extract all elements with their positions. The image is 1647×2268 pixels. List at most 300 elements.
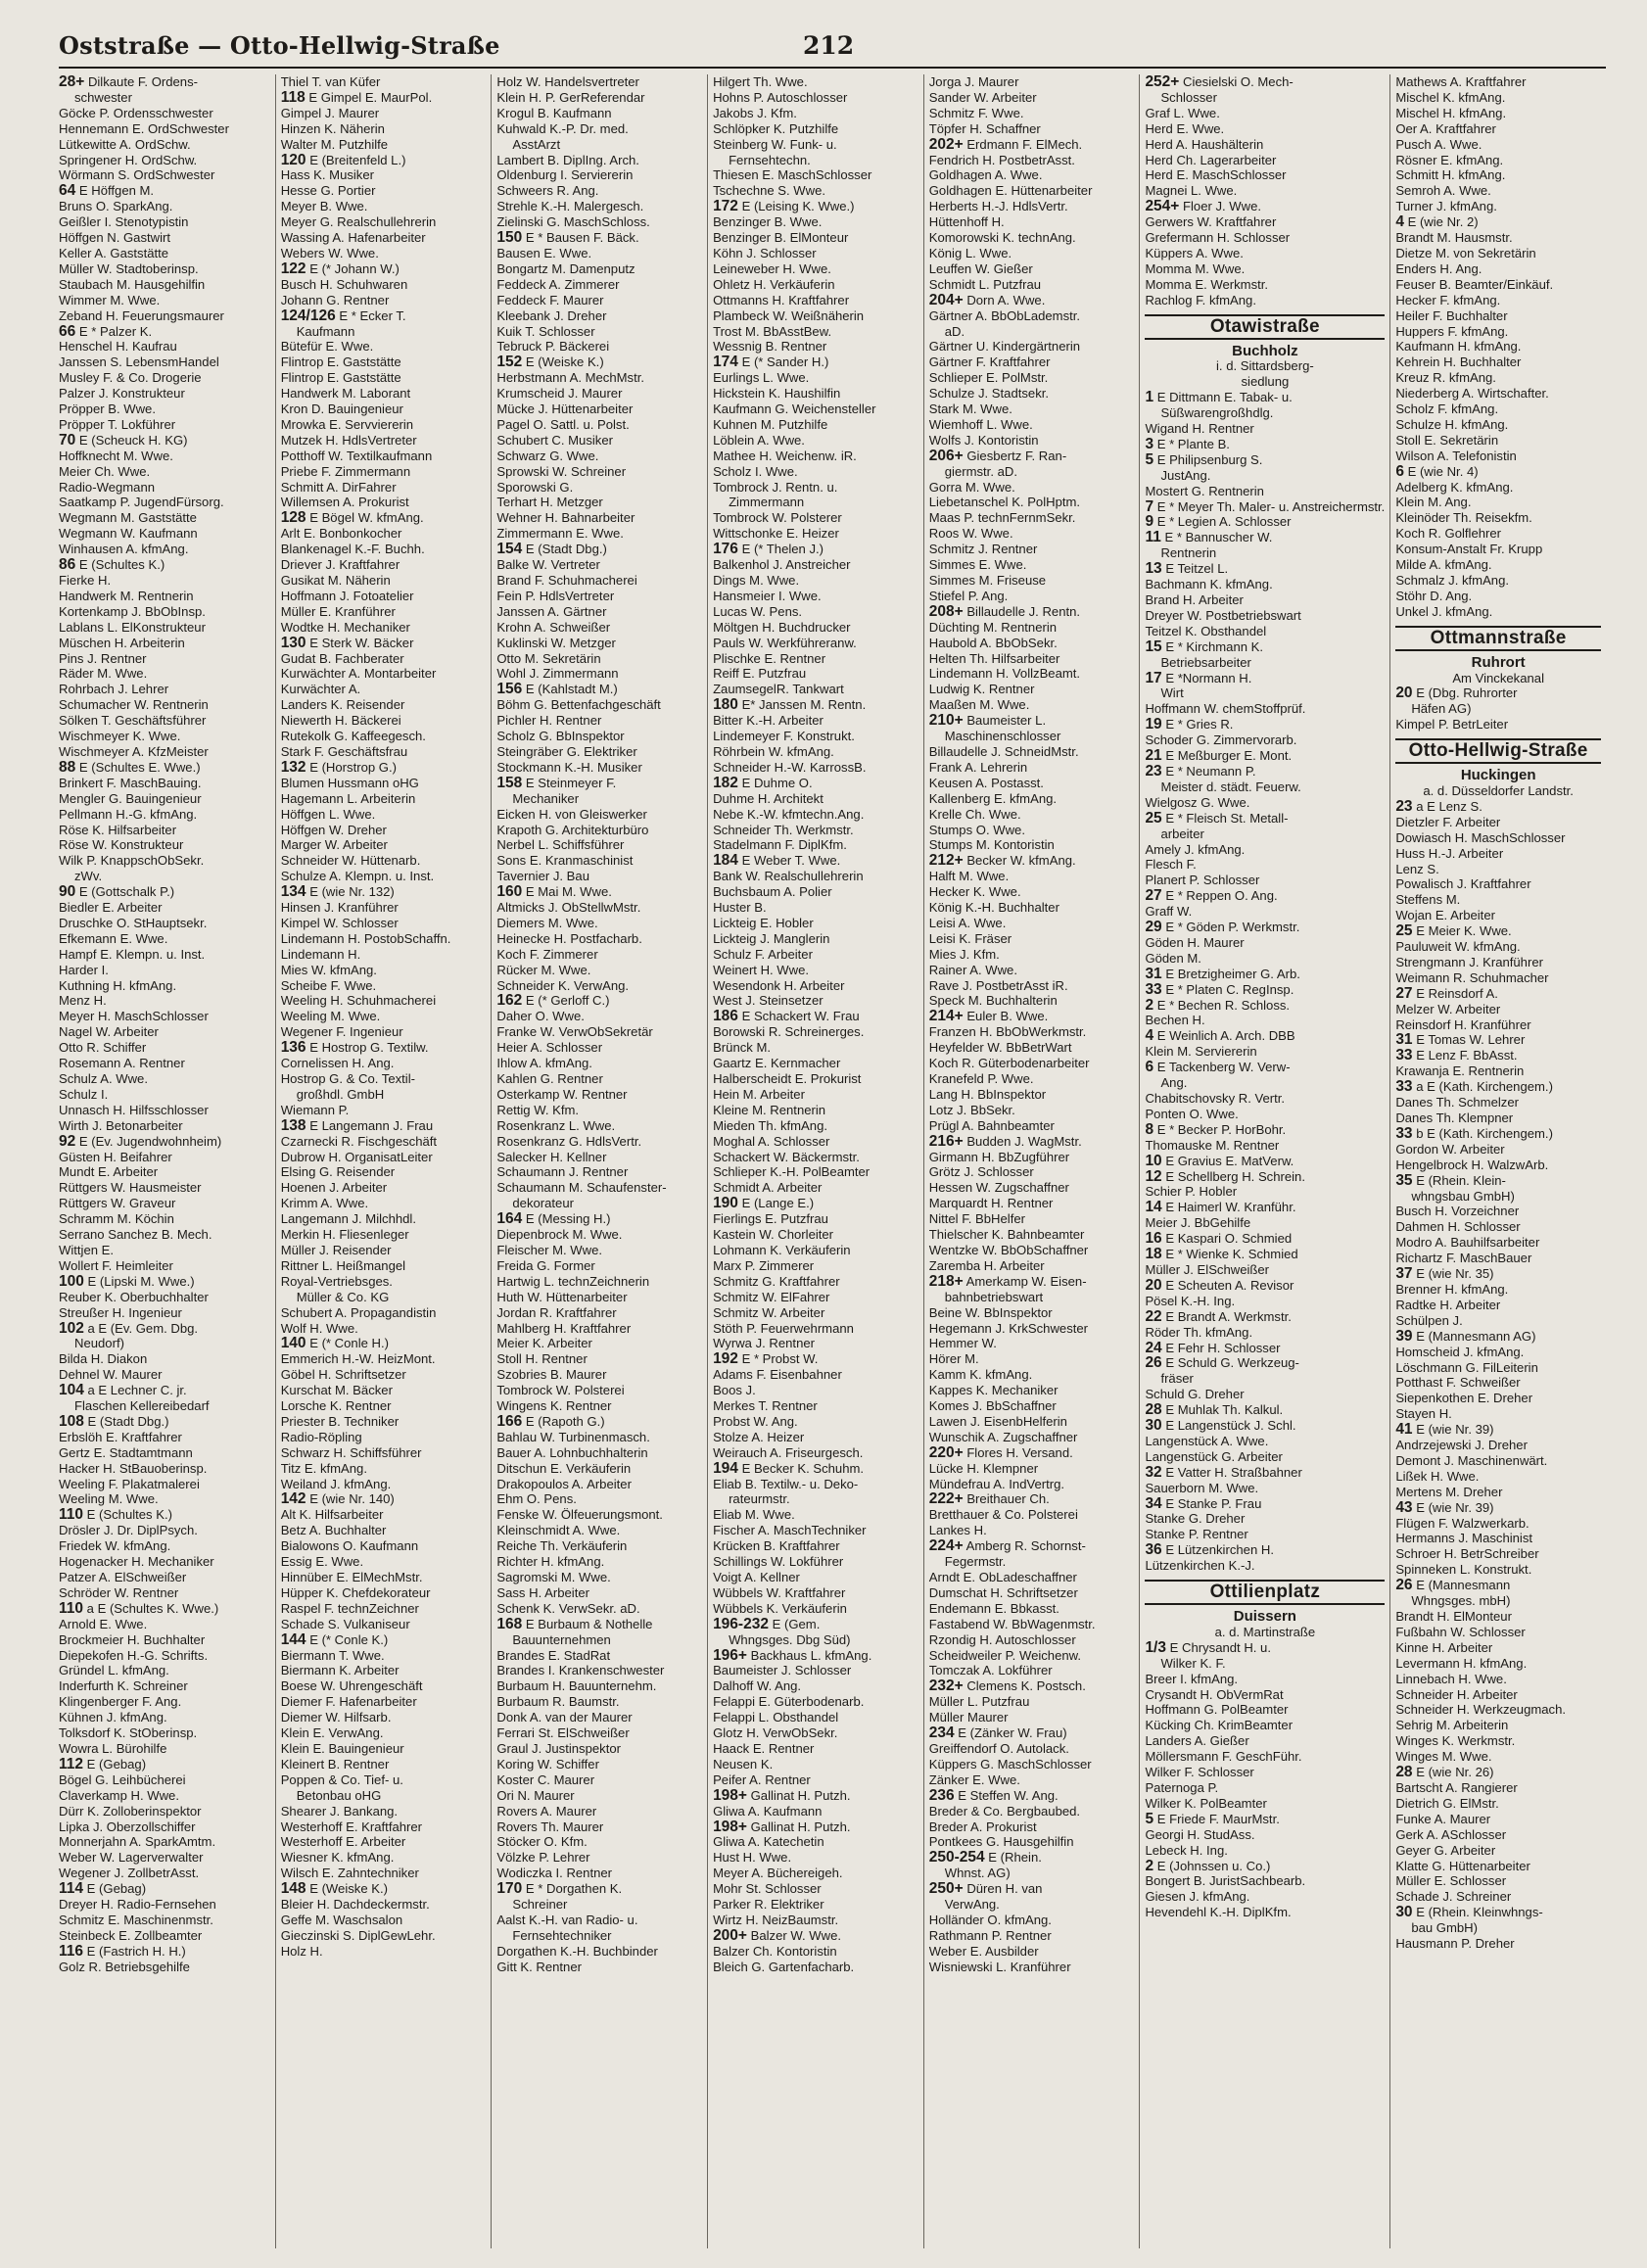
directory-entry: fräser — [1160, 1371, 1194, 1387]
directory-entry: West J. Steinsetzer — [713, 993, 824, 1009]
directory-entry: Wehner H. Bahnarbeiter — [496, 510, 635, 526]
directory-entry: ZaumsegelR. Tankwart — [713, 682, 844, 697]
directory-entry: Ditschun E. Verkäuferin — [496, 1460, 632, 1476]
directory-entry: Wilker K. F. — [1160, 1655, 1226, 1671]
house-number: 206+ — [928, 447, 964, 464]
directory-entry: Gudat B. Fachberater — [280, 650, 404, 666]
house-number: 196+ — [713, 1646, 747, 1664]
directory-entry: Dubrow H. OrganisatLeiter — [280, 1149, 433, 1164]
directory-entry: Herbstmann A. MechMstr. — [496, 370, 645, 386]
directory-entry: Biermann T. Wwe. — [280, 1647, 385, 1663]
directory-entry: Kühnen J. kfmAng. — [59, 1710, 167, 1725]
directory-entry: Hörer M. — [928, 1351, 979, 1367]
directory-entry: Schenk K. VerwSekr. aD. — [496, 1600, 640, 1616]
directory-entry: 33 a E (Kath. Kirchengem.) — [1395, 1078, 1553, 1096]
directory-entry: Mischel H. kfmAng. — [1395, 105, 1507, 120]
house-number: 224+ — [928, 1537, 964, 1555]
directory-entry: Dietze M. von Sekretärin — [1395, 245, 1536, 260]
directory-entry: Küppers A. Wwe. — [1145, 245, 1244, 260]
directory-entry: Heinecke H. Postfacharb. — [496, 930, 642, 946]
directory-entry: 8 E * Becker P. HorBohr. — [1145, 1120, 1287, 1138]
directory-entry: Modro A. Bauhilfsarbeiter — [1395, 1235, 1540, 1251]
directory-entry: 104 a E Lechner C. jr. — [59, 1382, 187, 1399]
directory-entry: Strengmann J. Kranführer — [1395, 954, 1543, 969]
directory-entry: 66 E * Palzer K. — [59, 322, 153, 340]
directory-column — [491, 74, 707, 2248]
directory-entry: Merkin H. Fliesenleger — [280, 1227, 409, 1243]
directory-entry: Staubach M. Hausgehilfin — [59, 276, 206, 292]
directory-entry: Priebe F. Zimmermann — [280, 463, 411, 479]
directory-entry: Kaufmann G. Weichensteller — [713, 402, 876, 417]
directory-entry: Georgi H. StudAss. — [1145, 1826, 1255, 1842]
directory-entry: Borowski R. Schreinerges. — [713, 1024, 865, 1040]
directory-entry: Holländer O. kfmAng. — [928, 1912, 1052, 1927]
directory-entry: Hogenacker H. Mechaniker — [59, 1554, 214, 1570]
directory-entry: Lebeck H. Ing. — [1145, 1842, 1228, 1858]
directory-entry: Lenz S. — [1395, 861, 1439, 876]
directory-entry: 190 E (Lange E.) — [713, 1195, 815, 1212]
directory-entry: Serrano Sanchez B. Mech. — [59, 1227, 212, 1243]
directory-entry: Schmitt A. DirFahrer — [280, 479, 397, 495]
directory-entry: Felappi L. Obsthandel — [713, 1710, 839, 1725]
directory-entry: Blumen Hussmann oHG — [280, 775, 419, 790]
directory-entry: 102 a E (Ev. Gem. Dbg. — [59, 1319, 199, 1337]
directory-entry: Marx P. Zimmerer — [713, 1257, 815, 1273]
directory-entry: Brünck M. — [713, 1040, 771, 1056]
directory-entry: Höffgen W. Dreher — [280, 822, 387, 837]
house-number: 212+ — [928, 852, 964, 870]
house-number: 28+ — [59, 73, 85, 90]
directory-entry: Stumps M. Kontoristin — [928, 837, 1055, 853]
directory-entry: Hilgert Th. Wwe. — [713, 74, 808, 89]
directory-entry: Tavernier J. Bau — [496, 869, 589, 884]
directory-entry: Gorra M. Wwe. — [928, 479, 1015, 495]
directory-entry: Wegener J. ZollbetrAsst. — [59, 1866, 200, 1881]
directory-entry: 29 E * Göden P. Werkmstr. — [1145, 919, 1300, 936]
directory-entry: Scholz F. kfmAng. — [1395, 402, 1499, 417]
directory-entry: Kleinert B. Rentner — [280, 1756, 390, 1772]
directory-entry: Lambert B. DiplIng. Arch. — [496, 152, 639, 167]
directory-entry: Stolze A. Heizer — [713, 1429, 805, 1444]
directory-entry: 138 E Langemann J. Frau — [280, 1116, 434, 1134]
directory-entry: Diemer F. Hafenarbeiter — [280, 1694, 417, 1710]
directory-entry: Müller W. Stadtoberinsp. — [59, 260, 199, 276]
directory-entry: Gerk A. ASchlosser — [1395, 1826, 1507, 1842]
directory-entry: Hermanns J. Maschinist — [1395, 1531, 1533, 1546]
directory-entry: Janssen A. Gärtner — [496, 603, 607, 619]
house-number: 3 — [1145, 435, 1154, 452]
directory-entry: 86 E (Schultes K.) — [59, 556, 165, 574]
directory-entry: Fußbahn W. Schlosser — [1395, 1624, 1526, 1639]
house-number: 142 — [280, 1490, 306, 1508]
directory-entry: 232+ Clemens K. Postsch. — [928, 1677, 1086, 1695]
directory-entry: Neusen K. — [713, 1756, 774, 1772]
directory-entry: Kurwächter A. — [280, 682, 361, 697]
directory-entry: Bachmann K. kfmAng. — [1145, 577, 1273, 592]
house-number: 41 — [1395, 1421, 1413, 1439]
directory-entry: Stumps O. Wwe. — [928, 822, 1025, 837]
directory-entry: Rettig W. Kfm. — [496, 1102, 580, 1117]
directory-entry: Schroer H. BetrSchreiber — [1395, 1546, 1539, 1562]
page-title: Oststraße — Otto-Hellwig-Straße — [59, 31, 500, 60]
directory-entry: Scheidweiler P. Weichenw. — [928, 1647, 1082, 1663]
directory-entry: Hansmeier I. Wwe. — [713, 588, 822, 603]
directory-entry: Strehle K.-H. Malergesch. — [496, 199, 644, 214]
directory-entry: 41 E (wie Nr. 39) — [1395, 1421, 1494, 1439]
directory-entry: Wimmer M. Wwe. — [59, 292, 161, 307]
directory-entry: Mengler G. Bauingenieur — [59, 790, 202, 806]
directory-entry: Spinneken L. Konstrukt. — [1395, 1562, 1532, 1578]
directory-entry: 25 E Meier K. Wwe. — [1395, 922, 1512, 940]
directory-entry: 33 E Lenz F. BbAsst. — [1395, 1047, 1518, 1064]
directory-entry: Cornelissen H. Ang. — [280, 1056, 395, 1071]
directory-entry: Schulz A. Wwe. — [59, 1071, 148, 1086]
directory-entry: Müller J. Reisender — [280, 1242, 392, 1257]
district-name: Huckingen — [1460, 767, 1536, 784]
directory-entry: Erbslöh E. Kraftfahrer — [59, 1429, 182, 1444]
directory-entry: Schmidt L. Putzfrau — [928, 276, 1042, 292]
directory-entry: Rovers Th. Maurer — [496, 1819, 604, 1834]
directory-entry: Kortenkamp J. BbObInsp. — [59, 603, 206, 619]
directory-entry: Bongartz M. Damenputz — [496, 260, 635, 276]
house-number: 70 — [59, 431, 76, 449]
directory-entry: Inderfurth K. Schreiner — [59, 1678, 188, 1694]
directory-entry: Brenner H. kfmAng. — [1395, 1281, 1509, 1297]
district-name: Buchholz — [1232, 342, 1298, 359]
directory-entry: Schlosser — [1160, 89, 1217, 105]
directory-entry: Klein E. VerwAng. — [280, 1725, 384, 1741]
directory-entry: Keller A. Gaststätte — [59, 245, 169, 260]
directory-entry: Mechaniker — [512, 790, 580, 806]
directory-entry: Schulze J. Stadtsekr. — [928, 386, 1050, 402]
directory-entry: Burbaum H. Bauunternehm. — [496, 1678, 657, 1694]
directory-entry: Mrowka E. Servviererin — [280, 416, 414, 432]
directory-entry: Rachlog F. kfmAng. — [1145, 292, 1256, 307]
directory-columns — [59, 74, 1606, 2248]
street-heading: Ottmannstraße — [1395, 626, 1601, 651]
directory-entry: Steinberg W. Funk- u. — [713, 136, 837, 152]
directory-entry: Kurschat M. Bäcker — [280, 1383, 393, 1398]
directory-entry: 3 E * Plante B. — [1145, 435, 1230, 452]
directory-entry: Weiland J. kfmAng. — [280, 1476, 392, 1491]
directory-entry: Bretthauer & Co. Polsterei — [928, 1507, 1078, 1523]
directory-entry: Kleine M. Rentnerin — [713, 1102, 826, 1117]
directory-entry: großhdl. GmbH — [296, 1086, 385, 1102]
directory-entry: Schwarz G. Wwe. — [496, 448, 599, 463]
house-number: 132 — [280, 758, 306, 776]
directory-entry: Willemsen A. Prokurist — [280, 495, 409, 510]
directory-entry: Kurwächter A. Montarbeiter — [280, 666, 437, 682]
directory-entry: Wörmann S. OrdSchwester — [59, 167, 215, 183]
directory-entry: Wassing A. Hafenarbeiter — [280, 230, 426, 246]
directory-entry: Hessen W. Zugschaffner — [928, 1180, 1069, 1196]
directory-entry: Wirth J. Betonarbeiter — [59, 1117, 183, 1133]
directory-entry: Momma M. Wwe. — [1145, 260, 1246, 276]
directory-entry: Whngsges. mbH) — [1411, 1593, 1511, 1609]
directory-entry: Zielinski G. MaschSchloss. — [496, 214, 650, 230]
directory-entry: Donk A. van der Maurer — [496, 1710, 633, 1725]
directory-entry: Wiesner K. kfmAng. — [280, 1850, 395, 1866]
house-number: 31 — [1145, 965, 1162, 982]
house-number: 6 — [1395, 462, 1404, 480]
house-number: 88 — [59, 758, 76, 776]
directory-entry: Flaschen Kellereibedarf — [74, 1398, 210, 1414]
directory-entry: Dürr K. Zolloberinspektor — [59, 1803, 202, 1819]
directory-entry: Rittner L. Heißmangel — [280, 1257, 406, 1273]
directory-entry: Ihlow A. kfmAng. — [496, 1056, 592, 1071]
directory-entry: 196+ Backhaus L. kfmAng. — [713, 1646, 872, 1664]
directory-entry: Koster C. Maurer — [496, 1772, 595, 1787]
directory-entry: Tombrock J. Rentn. u. — [713, 479, 838, 495]
directory-entry: Bank W. Realschullehrerin — [713, 869, 864, 884]
directory-entry: 250+ Düren H. van — [928, 1880, 1043, 1898]
house-number: 168 — [496, 1615, 523, 1632]
directory-entry: Amely J. kfmAng. — [1145, 841, 1246, 857]
directory-entry: Fastabend W. BbWagenmstr. — [928, 1616, 1096, 1631]
directory-entry: Rosenkranz L. Wwe. — [496, 1117, 616, 1133]
directory-entry: Göcke P. Ordensschwester — [59, 105, 213, 120]
directory-entry: Hampf E. Klempn. u. Inst. — [59, 946, 206, 962]
directory-entry: Kastein W. Chorleiter — [713, 1227, 834, 1243]
directory-entry: Krawanja E. Rentnerin — [1395, 1063, 1525, 1079]
house-number: 86 — [59, 556, 76, 574]
directory-entry: Eliab B. Textilw.- u. Deko- — [713, 1476, 859, 1491]
directory-entry: Rosemann A. Rentner — [59, 1056, 185, 1071]
directory-entry: Fernsehtechn. — [729, 152, 811, 167]
directory-entry: Süßwarengroßhdlg. — [1160, 405, 1274, 421]
directory-entry: Duhme H. Architekt — [713, 790, 824, 806]
directory-entry: Diepekofen H.-G. Schrifts. — [59, 1647, 209, 1663]
directory-entry: Whnst. AG) — [944, 1866, 1011, 1881]
directory-entry: 90 E (Gottschalk P.) — [59, 883, 175, 901]
house-number: 26 — [1395, 1577, 1413, 1594]
directory-entry: Bongert B. JuristSachbearb. — [1145, 1873, 1306, 1889]
directory-entry: 124/126 E * Ecker T. — [280, 307, 406, 324]
directory-entry: 24 E Fehr H. Schlosser — [1145, 1339, 1281, 1356]
directory-entry: 1/3 E Chrysandt H. u. — [1145, 1638, 1271, 1656]
directory-entry: Wilker F. Schlosser — [1145, 1765, 1254, 1780]
directory-entry: Schmidt A. Arbeiter — [713, 1180, 823, 1196]
directory-entry: Leuffen W. Gießer — [928, 260, 1033, 276]
directory-entry: Feuser B. Beamter/Einkäuf. — [1395, 276, 1554, 292]
directory-entry: Rzondig H. Autoschlosser — [928, 1631, 1076, 1647]
house-number: 10 — [1145, 1152, 1162, 1169]
house-number: 170 — [496, 1880, 523, 1898]
directory-entry: Fernsehtechniker — [512, 1927, 612, 1943]
directory-entry: Hacker H. StBauoberinsp. — [59, 1460, 208, 1476]
directory-entry: Hemmer W. — [928, 1336, 997, 1351]
directory-entry: Komes J. BbSchaffner — [928, 1398, 1057, 1414]
directory-entry: Hust H. Wwe. — [713, 1850, 792, 1866]
directory-entry: Stanke G. Dreher — [1145, 1511, 1246, 1527]
directory-entry: Völzke P. Lehrer — [496, 1850, 590, 1866]
house-number: 43 — [1395, 1498, 1413, 1516]
directory-entry: Wischmeyer K. Wwe. — [59, 729, 181, 744]
directory-entry: Wilson A. Telefonistin — [1395, 448, 1517, 463]
directory-entry: Röse W. Konstrukteur — [59, 837, 184, 853]
directory-entry: 39 E (Mannesmann AG) — [1395, 1327, 1536, 1345]
house-number: 8 — [1145, 1120, 1154, 1138]
directory-entry: Hennemann E. OrdSchwester — [59, 120, 229, 136]
directory-entry: Müller & Co. KG — [296, 1289, 390, 1304]
page-header — [59, 27, 1606, 69]
directory-entry: Schröder W. Rentner — [59, 1584, 179, 1600]
directory-entry: Royal-Vertriebsges. — [280, 1273, 393, 1289]
directory-entry: Schuld G. Dreher — [1145, 1387, 1245, 1402]
directory-entry: Gieczinski S. DiplGewLehr. — [280, 1927, 436, 1943]
house-number: 6 — [1145, 1059, 1154, 1076]
directory-entry: Fein P. HdlsVertreter — [496, 588, 615, 603]
directory-entry: Hegemann J. KrkSchwester — [928, 1320, 1089, 1336]
directory-entry: Bleier H. Dachdeckermstr. — [280, 1897, 430, 1913]
directory-entry: Milde A. kfmAng. — [1395, 557, 1492, 573]
directory-entry: Schwarz H. Schiffsführer — [280, 1444, 422, 1460]
directory-entry: Alt K. Hilfsarbeiter — [280, 1507, 384, 1523]
directory-entry: Hesse G. Portier — [280, 183, 376, 199]
directory-entry: Flintrop E. Gaststätte — [280, 370, 401, 386]
directory-entry: 10 E Gravius E. MatVerw. — [1145, 1152, 1294, 1169]
directory-entry: Adelberg K. kfmAng. — [1395, 479, 1514, 495]
directory-entry: Sehrig M. Arbeiterin — [1395, 1718, 1509, 1733]
directory-entry: 34 E Stanke P. Frau — [1145, 1494, 1262, 1512]
directory-entry: Kücking Ch. KrimBeamter — [1145, 1718, 1294, 1733]
house-number: 1 — [1145, 389, 1154, 406]
directory-entry: 172 E (Leising K. Wwe.) — [713, 198, 855, 215]
directory-entry: Schreiner — [512, 1897, 568, 1913]
directory-entry: Dumschat H. Schriftsetzer — [928, 1584, 1078, 1600]
directory-entry: Claverkamp H. Wwe. — [59, 1787, 179, 1803]
directory-entry: Lohmann K. Verkäuferin — [713, 1242, 851, 1257]
directory-entry: Rave J. PostbetrAsst iR. — [928, 977, 1068, 993]
directory-entry: Balzer Ch. Kontoristin — [713, 1943, 837, 1959]
directory-entry: schwester — [74, 89, 132, 105]
directory-entry: Mertens M. Dreher — [1395, 1484, 1503, 1499]
directory-entry: Sporowski G. — [496, 479, 574, 495]
house-number: 174 — [713, 354, 738, 371]
directory-entry: Langemann J. Milchhdl. — [280, 1211, 416, 1227]
directory-entry: Unkel J. kfmAng. — [1395, 603, 1493, 619]
house-number: 4 — [1395, 213, 1404, 231]
directory-entry: Tombrock W. Polsterei — [496, 1383, 625, 1398]
directory-entry: 150 E * Bausen F. Bäck. — [496, 229, 639, 247]
directory-entry: Winges K. Werkmstr. — [1395, 1733, 1516, 1749]
house-number: 160 — [496, 883, 523, 901]
directory-entry: Wowra L. Bürohilfe — [59, 1740, 167, 1756]
directory-entry: Gertz E. Stadtamtmann — [59, 1444, 193, 1460]
directory-entry: Priester B. Techniker — [280, 1413, 400, 1429]
house-number: 162 — [496, 992, 523, 1010]
directory-entry: Geffe M. Waschsalon — [280, 1912, 403, 1927]
directory-entry: 208+ Billaudelle J. Rentn. — [928, 602, 1081, 620]
directory-entry: Marger W. Arbeiter — [280, 837, 388, 853]
directory-entry: Köhn J. Schlosser — [713, 245, 817, 260]
directory-entry: Diemers M. Wwe. — [496, 915, 598, 930]
directory-entry: Szobries B. Maurer — [496, 1367, 607, 1383]
directory-entry: Janssen S. LebensmHandel — [59, 354, 219, 370]
directory-entry: Adams F. Eisenbahner — [713, 1367, 842, 1383]
directory-entry: Schmalz J. kfmAng. — [1395, 573, 1510, 588]
directory-entry: Weeling F. Plakatmalerei — [59, 1476, 200, 1491]
directory-entry: Klatte G. Hüttenarbeiter — [1395, 1858, 1530, 1873]
directory-entry: Möllersmann F. GeschFühr. — [1145, 1749, 1302, 1765]
directory-entry: Hoffmann W. chemStoffprüf. — [1145, 701, 1306, 717]
directory-entry: Schubert C. Musiker — [496, 432, 613, 448]
directory-entry: Benzinger B. Wwe. — [713, 214, 823, 230]
directory-entry: Druschke O. StHauptsekr. — [59, 915, 208, 930]
street-heading: Ottilienplatz — [1145, 1580, 1385, 1605]
directory-entry: Betonbau oHG — [296, 1787, 382, 1803]
house-number: 37 — [1395, 1265, 1413, 1283]
house-number: 33 — [1395, 1124, 1413, 1142]
directory-entry: Herberts H.-J. HdlsVertr. — [928, 199, 1068, 214]
directory-entry: Klein M. Serviererin — [1145, 1044, 1257, 1060]
location-note: a. d. Düsseldorfer Landstr. — [1423, 782, 1574, 798]
house-number: 39 — [1395, 1327, 1413, 1345]
directory-entry: 30 E (Rhein. Kleinwhngs- — [1395, 1904, 1543, 1921]
directory-entry: Krimm A. Wwe. — [280, 1196, 369, 1211]
directory-entry: Jakobs J. Kfm. — [713, 105, 797, 120]
directory-entry: Hoffmann J. Fotoatelier — [280, 588, 414, 603]
house-number: 28 — [1395, 1764, 1413, 1781]
directory-entry: Müller E. Schlosser — [1395, 1873, 1507, 1889]
directory-entry: Siepenkothen E. Dreher — [1395, 1391, 1533, 1406]
directory-entry: Huth W. Hüttenarbeiter — [496, 1289, 628, 1304]
directory-entry: 27 E * Reppen O. Ang. — [1145, 887, 1278, 905]
directory-entry: Schneider H. Arbeiter — [1395, 1686, 1518, 1702]
directory-entry: Benzinger B. ElMonteur — [713, 230, 849, 246]
house-number: 186 — [713, 1008, 738, 1025]
district-name: Ruhrort — [1471, 653, 1526, 671]
directory-entry: Düchting M. Rentnerin — [928, 619, 1058, 635]
directory-entry: Nittel F. BbHelfer — [928, 1211, 1025, 1227]
directory-entry: Bahlau W. Turbinenmasch. — [496, 1429, 650, 1444]
house-number: 64 — [59, 182, 76, 200]
directory-entry: Gimpel J. Maurer — [280, 105, 380, 120]
directory-entry: Sass H. Arbeiter — [496, 1584, 589, 1600]
house-number: 148 — [280, 1880, 306, 1898]
directory-entry: Maaßen M. Wwe. — [928, 697, 1030, 713]
directory-entry: Feddeck A. Zimmerer — [496, 276, 620, 292]
directory-entry: Wübbels K. Verkäuferin — [713, 1600, 847, 1616]
directory-entry: Zeband H. Feuerungsmaurer — [59, 307, 224, 323]
directory-entry: Burbaum R. Baumstr. — [496, 1694, 620, 1710]
directory-entry: Thielscher K. Bahnbeamter — [928, 1227, 1085, 1243]
directory-entry: Rainer A. Wwe. — [928, 962, 1017, 977]
directory-entry: Hein M. Arbeiter — [713, 1086, 805, 1102]
directory-entry: Giesen J. kfmAng. — [1145, 1889, 1250, 1905]
directory-entry: Powalisch J. Kraftfahrer — [1395, 876, 1531, 892]
house-number: 33 — [1395, 1047, 1413, 1064]
house-number: 19 — [1145, 716, 1162, 733]
location-note: i. d. Sittardsberg- — [1216, 358, 1314, 374]
directory-entry: Holz H. — [280, 1943, 323, 1959]
directory-entry: 33 E * Platen C. RegInsp. — [1145, 980, 1294, 998]
directory-entry: Koring W. Schiffer — [496, 1756, 599, 1772]
directory-entry: 234 E (Zänker W. Frau) — [928, 1725, 1067, 1742]
directory-entry: Funke A. Maurer — [1395, 1811, 1491, 1826]
directory-entry: Ohletz H. Verkäuferin — [713, 276, 835, 292]
directory-entry: 206+ Giesbertz F. Ran- — [928, 447, 1067, 464]
directory-entry: Meier Ch. Wwe. — [59, 463, 151, 479]
directory-entry: Lablans L. ElKonstrukteur — [59, 619, 206, 635]
directory-entry: Wodiczka I. Rentner — [496, 1866, 613, 1881]
directory-entry: Balkenhol J. Anstreicher — [713, 557, 851, 573]
directory-entry: 202+ Erdmann F. ElMech. — [928, 135, 1083, 153]
house-number: 92 — [59, 1132, 76, 1150]
directory-entry: Wilsch E. Zahntechniker — [280, 1866, 419, 1881]
directory-entry: Sander W. Arbeiter — [928, 89, 1037, 105]
directory-entry: 116 E (Fastrich H. H.) — [59, 1942, 186, 1960]
